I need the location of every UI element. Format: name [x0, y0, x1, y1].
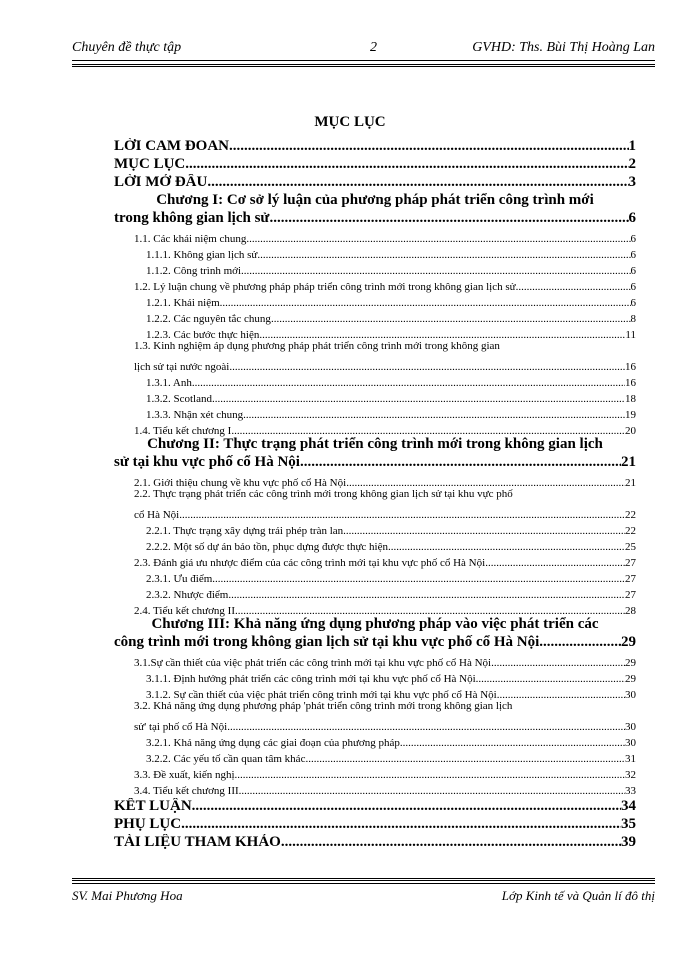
toc-entry[interactable]	[114, 244, 636, 261]
toc-entry[interactable]	[114, 716, 636, 733]
toc-entry-label: 3.1.Sự cần thiết của việc phát triển các công trình mới tại khu vực phố cổ Hà Nội	[134, 657, 492, 669]
toc-chapter-3-line1[interactable]: Chương III: Khả năng ứng dụng phương pháp vào việc phát triển các	[151, 616, 599, 632]
toc-entry-page: 6	[630, 233, 636, 245]
toc-entry-label: 2.2.1. Thực trạng xây dựng trái phép tràn lan	[146, 525, 344, 537]
toc-entry-page: 25	[625, 541, 636, 553]
toc-entry-label: 2.3. Đánh giá ưu nhược điểm của các công trình mới tại khu vực phố cổ Hà Nội	[134, 557, 486, 569]
toc-entry[interactable]	[114, 568, 636, 585]
toc-entry-label: 3.2.1. Khả năng ứng dụng các giai đoạn của phương pháp	[146, 737, 400, 749]
footer-right: Lớp Kinh tế và Quản lí đô thị	[501, 888, 655, 903]
toc-entry-label: 1.2.1. Khái niệm	[146, 297, 220, 309]
toc-entry[interactable]	[114, 536, 636, 553]
toc-chapter-1-line1[interactable]: Chương I: Cơ sở lý luận của phương pháp phát triển công trình mới	[156, 192, 594, 208]
toc-entry-page: 11	[625, 329, 636, 341]
toc-entry[interactable]	[114, 520, 636, 537]
header-rule-double	[72, 64, 655, 67]
toc-entry-page: 2	[628, 156, 636, 172]
toc-entry-page: 29	[625, 657, 636, 669]
toc-entry-page: 3	[628, 174, 636, 190]
toc-entry-label: 1.1.1. Không gian lịch sử	[146, 249, 258, 261]
toc-entry-page: 30	[625, 721, 636, 733]
toc-entry[interactable]	[114, 138, 636, 155]
toc-entry-page: 30	[625, 689, 636, 701]
toc-entry-label: 3.2.2. Các yếu tố cần quan tâm khác	[146, 753, 306, 765]
toc-entry-label: LỜI MỞ ĐẦU	[114, 174, 208, 190]
toc-entry[interactable]	[114, 156, 636, 173]
toc-entry[interactable]	[114, 228, 636, 245]
toc-chapter-2-line1[interactable]: Chương II: Thực trạng phát triển công trình mới trong không gian lịch	[147, 436, 603, 452]
toc-entry[interactable]	[114, 308, 636, 325]
toc-chapter-3[interactable]	[114, 634, 636, 651]
toc-entry-label: PHỤ LỤC	[114, 816, 182, 832]
toc-entry-label: cổ Hà Nội	[134, 509, 180, 521]
toc-entry[interactable]	[114, 174, 636, 191]
page-header	[72, 40, 655, 58]
toc-entry-label: trong không gian lịch sử	[114, 210, 270, 226]
toc-entry-1-3-line1[interactable]: 1.3. Kinh nghiệm áp dụng phương pháp phát triển công trình mới trong không gian	[134, 340, 500, 352]
toc-entry-page: 29	[625, 673, 636, 685]
toc-entry[interactable]	[114, 472, 636, 489]
toc-entry-label: 1.2. Lý luận chung về phương pháp pháp triển công trình mới trong không gian lịch sử	[134, 281, 516, 293]
toc-entry-label: 2.1. Giới thiệu chung về khu vực phố cổ Hà Nội	[134, 477, 347, 489]
toc-entry-label: TÀI LIỆU THAM KHẢO	[114, 834, 281, 850]
page-footer	[72, 888, 655, 906]
toc-entry-label: sử tại khu vực phố cổ Hà Nội	[114, 454, 300, 470]
toc-entry[interactable]	[114, 764, 636, 781]
toc-entry-page: 20	[625, 425, 636, 437]
toc-entry-page: 33	[625, 785, 636, 797]
toc-entry-page: 30	[625, 737, 636, 749]
toc-entry-label: 1.1. Các khái niệm chung	[134, 233, 247, 245]
toc-entry-page: 34	[621, 798, 636, 814]
toc-entry-label: 1.3.2. Scotland	[146, 393, 212, 405]
toc-entry-label: 2.4. Tiểu kết chương II	[134, 605, 235, 617]
toc-entry-page: 31	[625, 753, 636, 765]
toc-entry-page: 22	[625, 525, 636, 537]
toc-entry[interactable]	[114, 748, 636, 765]
toc-entry-page: 27	[625, 557, 636, 569]
toc-entry-page: 32	[625, 769, 636, 781]
toc-entry-label: 3.1.1. Định hướng phát triển các công trình mới tại khu vực phố cổ Hà Nội	[146, 673, 476, 685]
toc-entry[interactable]	[114, 816, 636, 833]
toc-entry[interactable]	[114, 684, 636, 701]
toc-entry-page: 22	[625, 509, 636, 521]
toc-entry-label: KẾT LUẬN	[114, 798, 192, 814]
toc-chapter-2[interactable]	[114, 454, 636, 471]
toc-entry[interactable]	[114, 324, 636, 341]
toc-entry-page: 6	[630, 281, 636, 293]
toc-entry-label: sử' tại phố cổ Hà Nội	[134, 721, 228, 733]
toc-entry-page: 29	[621, 634, 636, 650]
toc-entry-2-2-line1[interactable]: 2.2. Thực trạng phát triển các công trình mới trong không gian lịch sử tại khu vực phố	[134, 488, 513, 500]
toc-entry-label: 1.4. Tiểu kết chương I	[134, 425, 232, 437]
toc-entry[interactable]	[114, 388, 636, 405]
toc-entry-label: 3.3. Đề xuất, kiến nghị	[134, 769, 235, 781]
toc-entry[interactable]	[114, 798, 636, 815]
toc-entry-page: 6	[630, 265, 636, 277]
toc-entry-page: 28	[625, 605, 636, 617]
toc-entry[interactable]	[114, 652, 636, 669]
toc-entry-page: 35	[621, 816, 636, 832]
toc-entry-label: 1.3.3. Nhận xét chung	[146, 409, 244, 421]
toc-entry-label: 1.2.2. Các nguyên tắc chung	[146, 313, 271, 325]
toc-entry-page: 8	[630, 313, 636, 325]
toc-entry[interactable]	[114, 372, 636, 389]
toc-entry[interactable]	[114, 356, 636, 373]
toc-entry-label: công trình mới trong không gian lịch sử tại khu vực phố cổ Hà Nội	[114, 634, 540, 650]
toc-entry-label: 2.2.2. Một số dự án bảo tồn, phục dựng được thực hiện	[146, 541, 388, 553]
toc-entry-label: lịch sử tại nước ngoài	[134, 361, 230, 373]
toc-entry[interactable]	[114, 732, 636, 749]
toc-entry-label: 2.3.1. Ưu điểm	[146, 573, 213, 585]
toc-entry[interactable]	[114, 668, 636, 685]
header-left: Chuyên đề thực tập	[72, 40, 182, 55]
toc-entry-page: 16	[625, 361, 636, 373]
toc-entry-page: 16	[625, 377, 636, 389]
toc-entry-page: 6	[630, 297, 636, 309]
toc-entry[interactable]	[114, 420, 636, 437]
toc-entry-label: 1.2.3. Các bước thực hiện	[146, 329, 260, 341]
header-page-number: 2	[370, 40, 377, 55]
toc-entry-3-2-line1[interactable]: 3.2. Khả năng ứng dụng phương pháp 'phát triển công trình mới trong không gian lịch	[134, 700, 513, 712]
toc-entry-page: 21	[621, 454, 636, 470]
footer-rule-double	[72, 878, 655, 881]
toc-chapter-1[interactable]	[114, 210, 636, 227]
footer-left: SV. Mai Phương Hoa	[72, 888, 183, 903]
toc-entry[interactable]	[114, 260, 636, 277]
toc-entry-page: 6	[628, 210, 636, 226]
toc-entry[interactable]	[114, 600, 636, 617]
header-right: GVHD: Ths. Bùi Thị Hoàng Lan	[472, 40, 655, 55]
toc-entry[interactable]	[114, 504, 636, 521]
header-rule	[72, 60, 655, 61]
toc-entry-page: 21	[625, 477, 636, 489]
toc-entry-label: 1.1.2. Công trình mới	[146, 265, 242, 277]
toc-entry-page: 1	[628, 138, 636, 154]
toc-entry[interactable]	[114, 276, 636, 293]
footer-rule	[72, 883, 655, 884]
toc-entry-label: MỤC LỤC	[114, 156, 186, 172]
toc-entry-label: LỜI CAM ĐOAN	[114, 138, 229, 154]
toc-entry[interactable]	[114, 834, 636, 851]
toc-entry-page: 27	[625, 589, 636, 601]
page-title: MỤC LỤC	[314, 114, 386, 130]
toc-entry[interactable]	[114, 292, 636, 309]
toc-entry-label: 3.1.2. Sự cần thiết của việc phát triển công trình mới tại khu vực phố cổ Hà Nội	[146, 689, 497, 701]
toc-entry-page: 6	[630, 249, 636, 261]
toc-entry-label: 1.3.1. Anh	[146, 377, 192, 389]
toc-entry-page: 27	[625, 573, 636, 585]
toc-entry-page: 18	[625, 393, 636, 405]
toc-entry-label: 3.4. Tiểu kết chương III	[134, 785, 239, 797]
toc-entry-page: 19	[625, 409, 636, 421]
toc-entry-page: 39	[621, 834, 636, 850]
toc-entry[interactable]	[114, 780, 636, 797]
toc-entry[interactable]	[114, 584, 636, 601]
toc-entry-label: 2.3.2. Nhược điểm	[146, 589, 229, 601]
toc-entry[interactable]	[114, 552, 636, 569]
toc-entry[interactable]	[114, 404, 636, 421]
